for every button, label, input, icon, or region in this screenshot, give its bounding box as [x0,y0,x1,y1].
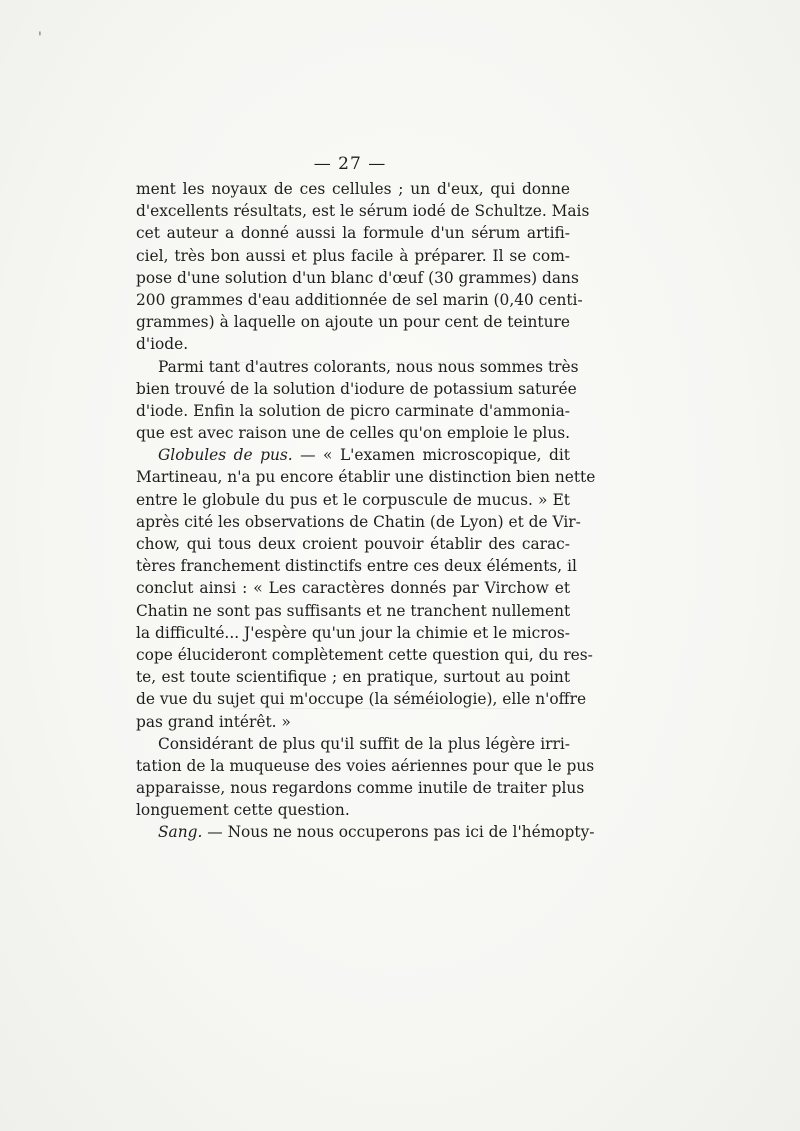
text-line: longuement cette question. [136,801,350,820]
text-line: grammes) à laquelle on ajoute un pour cent de teinture [136,313,570,332]
text-line: Martineau, n'a pu encore établir une distinction bien nette [136,468,596,487]
text-line: de vue du sujet qui m'occupe (la séméiologie), elle n'offre [136,690,587,709]
text-line: cope élucideront complètement cette question qui, du res- [136,645,593,664]
body-text [136,178,596,844]
text-line: que est avec raison une de celles qu'on emploie le plus. [136,424,571,443]
text-line: Considérant de plus qu'il suffit de la plus légère irri- [158,734,570,753]
text-line: apparaisse, nous regardons comme inutile de traiter plus [136,779,585,798]
text-line: après cité les observations de Chatin (de Lyon) et de Vir- [136,512,581,531]
text-line: pas grand intérêt. » [136,712,291,731]
text-line: 200 grammes d'eau additionnée de sel marin (0,40 centi- [136,290,583,309]
text-line: entre le globule du pus et le corpuscule de mucus. » Et [136,490,570,509]
text-line: ment les noyaux de ces cellules ; un d'eux, qui donne [136,180,570,198]
text-line: bien trouvé de la solution d'iodure de potassium saturée [136,379,577,398]
text-line: conclut ainsi : « Les caractères donnés par Virchow et [136,579,570,598]
text-line: te, est toute scientifique ; en pratique, surtout au point [136,668,570,687]
corner-mark: ' [38,30,42,46]
text-line: d'excellents résultats, est le sérum iodé de Schultze. Mais [136,202,590,221]
text-line: d'iode. Enfin la solution de picro carminate d'ammonia- [136,401,570,420]
text-line: Sang. — Nous ne nous occuperons pas ici de l'hémopty- [158,823,595,842]
text-line: tation de la muqueuse des voies aériennes pour que le pus [136,756,595,775]
text-line: pose d'une solution d'un blanc d'œuf (30 grammes) dans [136,268,579,287]
text-line: chow, qui tous deux croient pouvoir établir des carac- [136,535,570,553]
text-line: tères franchement distinctifs entre ces deux éléments, il [136,557,577,576]
text-line: Parmi tant d'autres colorants, nous nous sommes très [158,357,579,376]
section-heading: Globules de pus. [158,446,293,465]
text-line: d'iode. [136,335,189,354]
text-line: Chatin ne sont pas suffisants et ne tranchent nullement [136,601,571,620]
text-line: Globules de pus. — « L'examen microscopique, dit [158,446,570,465]
text-line: cet auteur a donné aussi la formule d'un sérum artifi- [136,224,570,243]
text-line: la difficulté... J'espère qu'un jour la chimie et le micros- [136,623,570,642]
text-line: ciel, très bon aussi et plus facile à préparer. Il se com- [136,246,570,265]
page-number: — 27 — [313,154,387,174]
section-heading: Sang. [158,823,203,842]
